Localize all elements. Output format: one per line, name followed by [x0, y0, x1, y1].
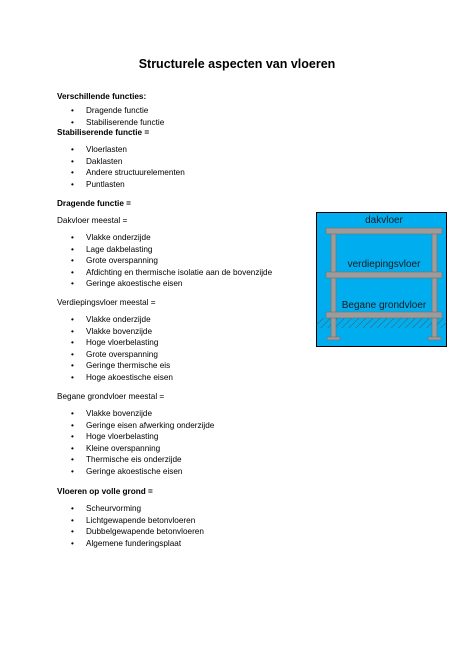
- section-heading: Dakvloer meestal =: [57, 216, 128, 225]
- list-item: • Geringe akoestische eisen: [57, 278, 317, 290]
- list-item: • Vlakke onderzijde: [57, 232, 317, 244]
- middle-floor-label: verdiepingsvloer: [347, 259, 421, 270]
- list-item: • Scheurvorming: [57, 503, 317, 515]
- bullet-list: [57, 144, 317, 190]
- right-foot: [428, 337, 441, 340]
- list-item: • Grote overspanning: [57, 255, 317, 267]
- bullet-list: [57, 408, 317, 478]
- section-heading: Verschillende functies:: [57, 92, 147, 101]
- section-heading: Stabiliserende functie =: [57, 128, 150, 137]
- floor-structure-svg: [316, 212, 447, 347]
- bullet-list: [57, 314, 317, 384]
- list-item: • Vloerlasten: [57, 144, 317, 156]
- list-item: • Vlakke onderzijde: [57, 314, 317, 326]
- floor-structure-diagram: [316, 212, 447, 347]
- bullet-list: [57, 232, 317, 290]
- section-verdiepingsvloer: [57, 297, 317, 384]
- section-dragende-functie: [57, 198, 317, 209]
- page-title: Structurele aspecten van vloeren: [138, 57, 336, 71]
- list-item: • Vlakke bovenzijde: [57, 326, 317, 338]
- section-heading: Dragende functie =: [57, 199, 131, 208]
- roof-label: dakvloer: [365, 215, 403, 226]
- section-functies: [57, 91, 317, 128]
- list-item: • Thermische eis onderzijde: [57, 454, 317, 466]
- middle-slab: [326, 272, 442, 278]
- list-item: • Geringe eisen afwerking onderzijde: [57, 420, 317, 432]
- right-column: [432, 231, 437, 339]
- section-stabiliserende-functie: [57, 127, 317, 190]
- section-vloeren-op-volle-grond: [57, 486, 317, 549]
- list-item: • Puntlasten: [57, 179, 317, 191]
- ground-slab: [326, 312, 442, 318]
- list-item: • Lichtgewapende betonvloeren: [57, 515, 317, 527]
- list-item: • Afdichting en thermische isolatie aan de bovenzijde: [57, 267, 317, 279]
- list-item: • Hoge akoestische eisen: [57, 372, 317, 384]
- list-item: • Andere structuurelementen: [57, 167, 317, 179]
- list-item: • Algemene funderingsplaat: [57, 538, 317, 550]
- left-column: [331, 231, 336, 339]
- section-heading: Begane grondvloer meestal =: [57, 392, 165, 401]
- list-item: • Stabiliserende functie: [57, 117, 317, 129]
- bullet-list: [57, 105, 317, 128]
- list-item: • Kleine overspanning: [57, 443, 317, 455]
- list-item: • Dragende functie: [57, 105, 317, 117]
- list-item: • Grote overspanning: [57, 349, 317, 361]
- bullet-list: [57, 503, 317, 549]
- list-item: • Dubbelgewapende betonvloeren: [57, 526, 317, 538]
- list-item: • Hoge vloerbelasting: [57, 431, 317, 443]
- list-item: • Lage dakbelasting: [57, 244, 317, 256]
- list-item: • Geringe thermische eis: [57, 360, 317, 372]
- section-heading: Verdiepingsvloer meestal =: [57, 298, 156, 307]
- list-item: • Hoge vloerbelasting: [57, 337, 317, 349]
- list-item: • Geringe akoestische eisen: [57, 466, 317, 478]
- section-heading: Vloeren op volle grond =: [57, 487, 153, 496]
- list-item: • Vlakke bovenzijde: [57, 408, 317, 420]
- list-item: • Daklasten: [57, 156, 317, 168]
- ground-floor-label: Begane grondvloer: [341, 300, 427, 311]
- section-dakvloer: [57, 215, 317, 290]
- roof-slab: [326, 228, 442, 234]
- left-foot: [327, 337, 340, 340]
- section-begane-grondvloer: [57, 391, 317, 478]
